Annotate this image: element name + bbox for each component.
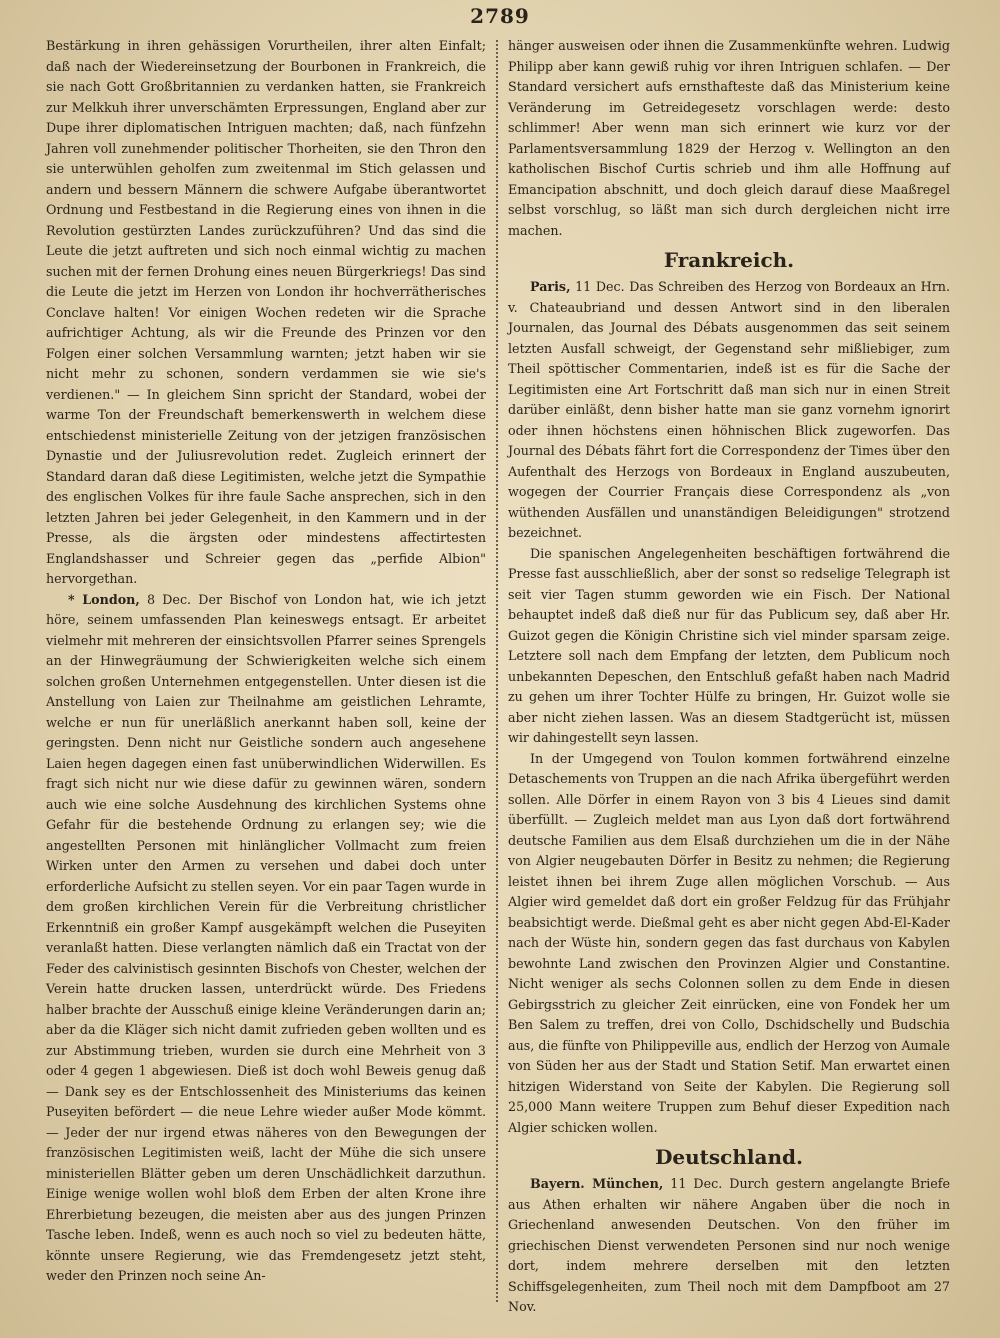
paragraph-text: hänger ausweisen oder ihnen die Zusammenkünfte wehren. Ludwig Philipp aber kann gewiß ruhig vor ihren Intriguen schlafen. — Der Standard versichert aufs ernsthafteste daß das Ministerium keine Veränderung im Getreidegesetz vorschlagen werde: desto schlimmer! Aber wenn man sich erinnert wie kurz vor der Parlamentsversammlung 1829 der Herzog v. Wellington an den katholischen Bischof Curtis schrieb und ihm alle Hoffnung auf Emancipation abschnitt, und doch gleich darauf diese Maaßregel selbst vorschlug, so läßt man sich durch dergleichen nicht irre machen. xyxy=(508,38,950,238)
column-divider xyxy=(496,40,499,1302)
paragraph-text: Bestärkung in ihren gehässigen Vorurtheilen, ihrer alten Einfalt; daß nach der Wiedereinsetzung der Bourbonen in Frankreich, die sie nach Gott Großbritannien zu verdanken hatten, sie Frankreich zur Melkkuh ihrer unverschämten Erpressungen, England aber zur Dupe ihrer diplomatischen Intriguen machten; daß, nach fünfzehn Jahren voll zunehmender politischer Thorheiten, sie den Thron den sie unterwühlen geholfen zum zweitenmal im Stich gelassen und andern und bessern Männern die schwere Aufgabe überantwortet Ordnung und Festbestand in die Regierung eines von ihnen in die Revolution gestürzten Landes zurückzuführen? Und das sind die Leute die jetzt auftreten und sich noch einmal wichtig zu machen suchen mit der fernen Drohung eines neuen Bürgerkriegs! Das sind die Leute die jetzt im Herzen von London ihr hochverrätherisches Conclave halten! Vor einigen Wochen redeten wir die Sprache aufrichtiger Achtung, als wir die Freunde des Prinzen vor den Folgen einer solchen Versammlung warnten; jetzt haben wir sie nicht mehr zu schonen, sondern verdammen sie wie sie's verdienen." — In gleichem Sinn spricht der Standard, wobei der warme Ton der Freundschaft bemerkenswerth in welchem diese entschiedenst ministerielle Zeitung von der jetzigen französischen Dynastie und der Juliusrevolution redet. Zugleich erinnert der Standard daran daß diese Legitimisten, welche jetzt die Sympathie des englischen Volkes für ihre faule Sache ansprechen, sich in den letzten Jahren bei jeder Gelegenheit, in den Kammern und in der Presse, als die ärgsten oder mindestens affectirtesten Englandshasser und Schreier gegen das „perfide Albion" hervorgethan. xyxy=(46,38,486,586)
page-number: 2789 xyxy=(470,4,530,28)
paragraph-text: Das Schreiben des Herzog von Bordeaux an Hrn. v. Chateaubriand und dessen Antwort sind in den liberalen Journalen, das Journal des Débats ausgenommen das seit seinem letzten Ausfall schweigt, der Gegenstand sehr mißliebiger, zum Theil spöttischer Commentarien, indeß ist es für die Sache der Legitimisten eine Art Fortschritt daß man sich nur in einen Streit darüber einläßt, denn bisher hatte man sie ganz vornehm ignorirt oder ihnen höchstens einen höhnischen Blick zugeworfen. Das Journal des Débats fährt fort die Correspondenz der Times über den Aufenthalt des Herzogs von Bordeaux in England auszubeuten, wogegen der Courrier Français diese Correspondenz als „von wüthenden Ausfällen und unanständigen Beleidigungen" strotzend bezeichnet. xyxy=(508,279,950,540)
section-heading: Frankreich. xyxy=(663,248,795,272)
date: 8 Dec. xyxy=(147,591,192,607)
article-paragraph xyxy=(508,277,950,544)
left-column xyxy=(46,36,486,1287)
date: 11 Dec. xyxy=(575,279,625,294)
section-heading: Deutschland. xyxy=(655,1145,803,1169)
date: 11 Dec. xyxy=(670,1176,723,1191)
article-paragraph xyxy=(508,36,950,241)
paragraph-text: Die spanischen Angelegenheiten beschäftigen fortwährend die Presse fast ausschließlich, aber der sonst so redselige Telegraph ist seit vier Tagen stumm geworden wie ein Fisch. Der National behauptet indeß daß dieß nur für das Publicum sey, daß aber Hr. Guizot gegen die Königin Christine sich viel minder sparsam zeige. Letztere soll nach dem Empfang der letzten, dem Publicum noch unbekannten Depeschen, den Entschluß gefaßt haben nach Madrid zu gehen um ihrer Tochter Hülfe zu bringen, Hr. Guizot wolle sie aber nicht ziehen lassen. Was an diesem Stadtgerücht ist, müssen wir dahingestellt seyn lassen. xyxy=(508,545,950,745)
article-paragraph xyxy=(46,36,486,590)
article-paragraph xyxy=(46,590,486,1287)
paragraph-text: In der Umgegend von Toulon kommen fortwährend einzelne Detaschements von Truppen an die nach Afrika übergeführt werden sollen. Alle Dörfer in einem Rayon von 3 bis 4 Lieues sind damit überfüllt. — Zugleich meldet man aus Lyon daß dort fortwährend deutsche Familien aus dem Elsaß durchziehen um die in der Nähe von Algier neugebauten Dörfer in Besitz zu nehmen; die Regierung leistet ihnen bei ihrem Zuge allen möglichen Vorschub. — Aus Algier wird gemeldet daß dort ein großer Feldzug für das Frühjahr beabsichtigt werde. Dießmal geht es aber nicht gegen Abd-El-Kader nach der Wüste hin, sondern gegen das fast durchaus von Kabylen bewohnte Land zwischen den Provinzen Algier und Constantine. Nicht weniger als sechs Colonnen sollen zu dem Ende in diesen Gebirgsstrich zu gleicher Zeit einrücken, eine von Fondek her um Ben Salem zu treffen, drei von Collo, Dschidschelly und Budschia aus, die fünfte von Philippeville aus, endlich der Herzog von Aumale von Süden her aus der Stadt und Station Setif. Man erwartet einen hitzigen Widerstand von Seite der Kabylen. Die Regierung soll 25,000 Mann weitere Truppen zum Behuf dieser Expedition nach Algier schicken wollen. xyxy=(508,750,950,1135)
paragraph-text: Der Bischof von London hat, wie ich jetzt höre, seinem umfassenden Plan keineswegs entsagt. Er arbeitet vielmehr mit mehreren der einsichtsvollen Pfarrer seines Sprengels an der Hinwegräumung der Schwierigkeiten welche sich einem solchen großen Unternehmen entgegenstellen. Unter diesen ist die Anstellung von Laien zur Theilnahme am geistlichen Lehramte, welche er nun für unerläßlich anerkannt haben soll, keine der geringsten. Denn nicht nur Geistliche sondern auch angesehene Laien hegen dagegen einen fast unüberwindlichen Widerwillen. Es fragt sich nicht nur wie diese dafür zu gewinnen wären, sondern auch wie eine solche Ausdehnung des kirchlichen Systems ohne Gefahr für die bestehende Ordnung zu erlangen sey; wie die angestellten Personen mit hinlänglicher Vollmacht zum freien Wirken unter den Armen zu versehen und dabei doch unter erforderliche Aufsicht zu stellen seyen. Vor ein paar Tagen wurde in dem großen kirchlichen Verein für die Verbreitung christlicher Erkenntniß ein großer Kampf ausgekämpft welchen die Puseyiten veranlaßt hatten. Diese verlangten nämlich daß ein Tractat von der Feder des calvinistisch gesinnten Bischofs von Chester, welchen der Verein hatte drucken lassen, unterdrückt würde. Des Friedens halber brachte der Ausschuß einige kleine Veränderungen darin an; aber da die Kläger sich nicht damit zufrieden geben wollten und es zur Abstimmung trieben, wurden sie durch eine Mehrheit von 3 oder 4 gegen 1 abgewiesen. Dieß ist doch wohl Beweis genug daß — Dank sey es der Entschlossenheit des Ministeriums das keinen Puseyiten befördert — die neue Lehre wieder außer Mode kömmt. — Jeder der nur irgend etwas näheres von den Bewegungen der französischen Legitimisten weiß, lacht der Mühe die sich unsere ministeriellen Blätter geben um deren Unschädlichkeit darzuthun. Einige wenige wollen wohl bloß dem Erben der alten Krone ihre Ehrerbietung bezeugen, die meisten aber aus des jungen Prinzen Tasche leben. Indeß, wenn es auch noch so viel zu bedeuten hätte, könnte unsere Regierung, wie das Fremdengesetz jetzt steht, weder den Prinzen noch seine An- xyxy=(46,591,486,1283)
dateline: * London, xyxy=(68,591,140,607)
article-paragraph xyxy=(508,544,950,749)
dateline: Bayern. München, xyxy=(530,1176,664,1191)
article-paragraph xyxy=(508,1174,950,1318)
right-column xyxy=(508,36,950,1318)
article-paragraph xyxy=(508,749,950,1139)
paragraph-text: Durch gestern angelangte Briefe aus Athen erhalten wir nähere Angaben über die noch in Griechenland anwesenden Deutschen. Von den früher im griechischen Dienst verwendeten Personen sind nur noch wenige dort, indem mehrere derselben mit den letzten Schiffsgelegenheiten, zum Theil noch mit dem Dampfboot am 27 Nov. xyxy=(508,1176,950,1314)
dateline: Paris, xyxy=(530,279,571,294)
